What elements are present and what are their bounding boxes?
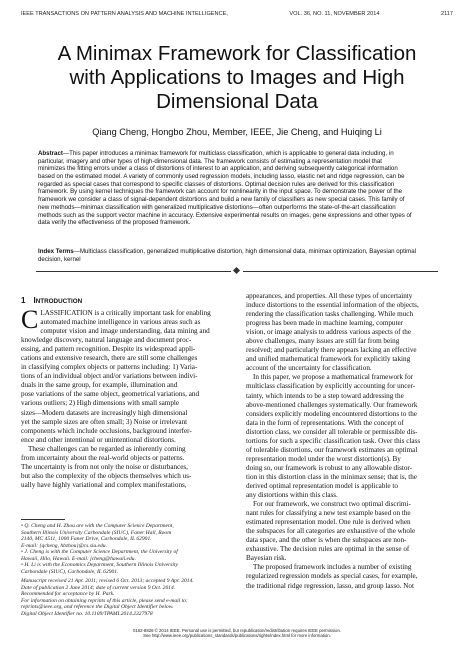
body-line: estimated representation model. One rule is derived when: [246, 518, 411, 527]
body-line: tainty, which intends to be a step toward addressing the: [246, 391, 404, 400]
body-line: These challenges can be regarded as inherently coming: [28, 444, 186, 453]
body-line: LASSIFICATION is a critically important task for enabling: [40, 309, 211, 317]
manuscript-note: Date of publication 2 June 2014; date of current version 9 Oct. 2014.: [21, 584, 176, 591]
body-line: tortions for such a specific classification task. Over this class: [246, 436, 421, 445]
body-line: the traditional ridge regression, lasso, and group lasso. Not: [246, 581, 414, 590]
page-number: 2117: [440, 11, 453, 17]
manuscript-note: reprints@ieee.org, and reference the Digital Object Identifier below.: [21, 604, 174, 610]
abstract-line: particular, imagery and other types of high-dimensional data. The framework consists of estimating a representation model that: [38, 157, 382, 165]
body-line: appearances, and properties. All these types of uncertainty: [246, 292, 413, 300]
body-line: and unified mathematical framework for explicitly taking: [246, 355, 411, 364]
body-line: rendering the classification tasks challenging. While much: [246, 310, 414, 319]
abstract-line: based on the estimated model. A variety of commonly used regression models, including lasso, elastic net and ridge regression, can be: [38, 173, 405, 181]
body-line: knowledge discovery, natural language and document proc-: [21, 336, 192, 345]
body-line: automated machine intelligence in various areas such as: [40, 318, 201, 327]
dropcap-letter: C: [21, 305, 39, 334]
body-line: computer vision and image understanding, data mining and: [40, 327, 210, 336]
copyright-footer: [20, 628, 454, 638]
body-line: various outliers; 2) High dimensions with small sample: [21, 399, 180, 408]
body-line: vision, or image analysis to address various aspects of the: [246, 328, 411, 337]
body-line: tions of an individual object and/or variations between indivi-: [21, 372, 198, 381]
body-line: multiclass classification by explicitly accounting for uncer-: [246, 382, 416, 391]
title-line: with Applications to Images and High: [69, 66, 405, 89]
abstract-line: framework. By using kernel techniques the framework can account for nonlinearity in the input space. To demonstrate the power of the: [38, 188, 403, 196]
body-line: distortion class, we consider all tolerable or permissible dis-: [246, 427, 418, 436]
author-list: Qiang Cheng, Hongbo Zhou, Member, IEEE, Jie Cheng, and Huiqing Li: [92, 127, 382, 137]
body-line: the subspaces for all categories are exhaustive of the whole: [246, 527, 416, 536]
section-title-rest: NTRODUCTION: [35, 298, 83, 305]
footnote-line: Southern Illinois University Carbondale (SIUC), Faner Hall, Room: [21, 529, 172, 536]
manuscript-note: Manuscript received 21 Apr. 2011; revised 6 Oct. 2013; accepted 9 Apr. 2014.: [21, 578, 194, 584]
body-line: data in the form of representations. With the concept of: [246, 418, 404, 427]
body-line: induce distortions to the essential information of the objects,: [246, 301, 419, 310]
body-line: but also the complexity of the objects themselves which us-: [21, 471, 192, 480]
body-line: account of the uncertainty for classification.: [246, 364, 372, 373]
footnote-line: E-mail: {qcheng, hbzhou}@cs.siu.edu.: [21, 542, 107, 549]
body-line: resolved; and particularly there appears lacking an effective: [246, 346, 417, 355]
intro-right-column: [246, 292, 452, 591]
footnote-line: Carbondale (SIUC), Carbondale, IL 62901.: [21, 568, 119, 575]
body-line: nant rules for classifying a new test example based on the: [246, 509, 411, 518]
footnote-rule: [21, 519, 65, 520]
body-line: The uncertainty is from not only the noise or disturbances,: [21, 462, 188, 471]
section-number: 1: [21, 296, 26, 305]
body-line: components which include occlusions, background interfer-: [21, 426, 192, 435]
body-line: of tolerable distortions, our framework estimates an optimal: [246, 445, 418, 454]
section-divider: [36, 271, 438, 272]
body-line: ually have highly variational and complex manifestations,: [21, 480, 187, 489]
body-line: sizes—Modern datasets are increasingly high dimensional: [21, 408, 188, 417]
footnote-line: • J. Cheng is with the Computer Science Department, the University of: [21, 549, 178, 555]
index-terms-line: decision, kernel: [38, 255, 81, 263]
footnote-line: Hawaii, Hilo, Hawaii. E-mail: jcheng@hawaii.edu.: [21, 555, 136, 562]
footnote-line: • Q. Cheng and H. Zhou are with the Computer Science Department,: [21, 523, 174, 529]
body-line: considers explicitly modeling encountered distortions to the: [246, 409, 417, 418]
body-line: doing so, our framework is robust to any allowable distor-: [246, 463, 413, 472]
section-title-initial: I: [33, 296, 36, 305]
index-terms-lead: Index Terms: [38, 248, 74, 255]
author-footnotes: [21, 523, 227, 617]
body-line: cations and extensive research, there are still some challenges: [21, 354, 198, 363]
body-line: Bayesian risk.: [246, 554, 287, 563]
diamond-icon: [233, 267, 240, 274]
divider-rule-right: [243, 271, 438, 272]
body-line: The proposed framework includes a number of existing: [253, 563, 412, 572]
body-line: For our framework, we construct two optimal discrimi-: [253, 500, 411, 509]
body-line: above challenges, many issues are still far from being: [246, 337, 400, 346]
body-line: essing, and pattern recognition. Despite its widespread appli-: [21, 345, 196, 354]
body-line: in classifying complex objects or patterns including: 1) Varia-: [21, 363, 198, 372]
section-heading: [21, 296, 82, 305]
abstract-line: —This paper introduces a minimax framework for multiclass classification, which is applicable to general data including, in: [62, 150, 394, 157]
abstract-line: methods such as the support vector machine in accuracy. Extensive experimental results on images, gene expressions and other types of: [38, 211, 412, 219]
abstract-line: minimizes the fitting errors under a class of distortions of interest to an application, and deriving subsequently categorical information: [38, 165, 398, 173]
manuscript-note: For information on obtaining reprints of this article, please send e-mail to:: [21, 597, 188, 604]
body-line: duals in the same group, for example, illumination and: [21, 381, 178, 390]
running-head: [21, 11, 453, 17]
body-line: yet the sample sizes are often small; 3) Noise or irrelevant: [21, 417, 188, 426]
journal-issue: VOL. 36, NO. 11, NOVEMBER 2014: [289, 11, 380, 17]
abstract-line: framework we consider a class of signal-dependent distortions and build a new family of classifiers as new special cases. This family of: [38, 196, 405, 204]
body-line: regularized regression models as special cases, for example,: [246, 572, 418, 581]
body-line: derived optimal representation model is applicable to: [246, 481, 398, 490]
intro-left-column: [21, 305, 227, 490]
body-line: pose variations of the same object, geometrical variations, and: [21, 390, 200, 399]
journal-name: IEEE TRANSACTIONS ON PATTERN ANALYSIS AND MACHINE INTELLIGENCE,: [21, 11, 228, 17]
manuscript-note: Digital Object Identifier no. 10.1109/TPAMI.2014.2327978: [21, 610, 153, 617]
body-line: from uncertainty about the real-world objects or patterns.: [21, 453, 185, 462]
abstract-line: regarded as special cases that correspond to specific classes of distortions. Optimal decision rules are derived for this classification: [38, 180, 395, 188]
paper-title: [20, 42, 454, 114]
title-line: A Minimax Framework for Classification: [57, 42, 417, 65]
footer-line: 0162-8828 © 2014 IEEE. Personal use is permitted, but republication/redistribution requires IEEE permission.: [132, 628, 342, 633]
abstract: [38, 150, 436, 227]
footnote-line: • H. Li is with the Economics Department, Southern Illinois University: [21, 562, 178, 568]
body-line: any distortions within this class.: [246, 491, 338, 500]
abstract-lead: Abstract: [38, 150, 63, 157]
body-line: above-mentioned challenges systematically. Our framework: [246, 400, 418, 409]
abstract-line: data verify the effectiveness of the proposed framework.: [38, 219, 191, 227]
body-line: tion in this distortion class in the minimax sense; that is, the: [246, 472, 417, 481]
body-line: In this paper, we propose a mathematical framework for: [253, 373, 414, 382]
divider-rule-left: [36, 271, 231, 272]
body-line: representation model under the worst distortion(s). By: [246, 454, 401, 463]
footer-line: See http://www.ieee.org/publications_standards/publications/rights/index.html for more information.: [143, 633, 331, 639]
title-line: Dimensional Data: [156, 90, 318, 113]
manuscript-note: Recommended for acceptance by H. Park.: [21, 591, 115, 597]
body-line: progress has been made in machine learning, computer: [246, 319, 404, 328]
body-line: ence and other intentional or unintentional distortions.: [21, 435, 176, 444]
index-terms-line: —Multiclass classification, generalized multiplicative distortion, high dimensional data, minimax optimization, Bayesian optimal: [73, 248, 417, 255]
abstract-line: new methods—minimax classification with generalized multiplicative distortions—often outperforms the state-of-the-art classification: [38, 203, 396, 211]
index-terms: [38, 248, 436, 263]
body-line: data space, and the other is when the subspaces are non-: [246, 536, 407, 545]
footnote-line: 2140, MC 4511, 1000 Faner Drive, Carbondale, IL 62901.: [21, 536, 152, 542]
body-line: exhaustive. The decision rules are optimal in the sense of: [246, 545, 410, 554]
